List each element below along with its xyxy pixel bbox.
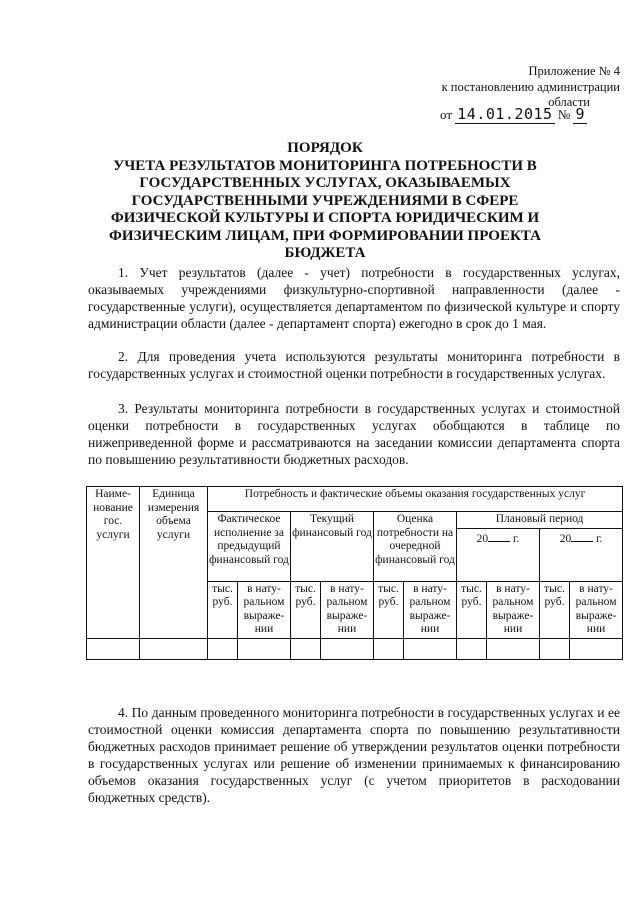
table-cell bbox=[487, 638, 540, 659]
header-current: Текущий финансовый год bbox=[291, 512, 374, 582]
number-prefix: № bbox=[557, 107, 571, 122]
header-service-name: Наиме-нование гос. услуги bbox=[87, 487, 140, 639]
unit-natural: в нату-ральном выраже-нии bbox=[570, 581, 623, 638]
year-blank bbox=[571, 530, 593, 542]
table-cell bbox=[404, 638, 457, 659]
table-cell bbox=[208, 638, 238, 659]
decree-date: 14.01.2015 bbox=[457, 105, 553, 123]
table-cell bbox=[140, 638, 208, 659]
paragraph-4: 4. По данным проведенного мониторинга потребности в государственных услугах и ее стоимостной оценки комиссия департамента спорта по повышению результативности бюджетных расходов принимает решение об утверждении результатов оценки потребности в государственных услугах или решение об изменении принимаемых к финансированию объемов оказания государственных услуг (с учетом приоритетов в расходовании бюджетных средств). bbox=[88, 705, 620, 805]
title-heading: ПОРЯДОК bbox=[287, 140, 363, 156]
decree-date-number bbox=[440, 105, 587, 124]
header-plan-year-1: 20 г. bbox=[457, 528, 540, 581]
unit-natural: в нату-ральном выраже-нии bbox=[238, 581, 291, 638]
paragraph-2: 2. Для проведения учета используются результаты мониторинга потребности в государственных услугах и стоимостной оценки потребности в государственных услугах. bbox=[88, 349, 620, 381]
title-body: УЧЕТА РЕЗУЛЬТАТОВ МОНИТОРИНГА ПОТРЕБНОСТИ В ГОСУДАРСТВЕННЫХ УСЛУГАХ, ОКАЗЫВАЕМЫХ ГОСУДАРСТВЕННЫМИ УЧРЕЖДЕНИЯМИ В СФЕРЕ ФИЗИЧЕСКОЙ КУЛЬТУРЫ И СПОРТА ЮРИДИЧЕСКИМ И ФИЗИЧЕСКИМ ЛИЦАМ, ПРИ ФОРМИРОВАНИИ ПРОЕКТА БЮДЖЕТА bbox=[109, 157, 541, 261]
decree-number: 9 bbox=[575, 105, 586, 123]
unit-natural: в нату-ральном выраже-нии bbox=[321, 581, 374, 638]
table-cell bbox=[457, 638, 487, 659]
unit-thousand: тыс. руб. bbox=[540, 581, 570, 638]
unit-thousand: тыс. руб. bbox=[374, 581, 404, 638]
table-cell bbox=[374, 638, 404, 659]
appendix-region-line: области bbox=[548, 95, 590, 109]
unit-thousand: тыс. руб. bbox=[208, 581, 238, 638]
date-prefix: от bbox=[440, 107, 453, 122]
header-estimate: Оценка потребности на очередной финансовый год bbox=[374, 512, 457, 582]
paragraph-1: 1. Учет результатов (далее - учет) потребности в государственных услугах, оказываемых учреждениями физкультурно-спортивной направленности (далее - государственные услуги), осуществляется департаментом по физической культуре и спорту администрации области (далее - департамент спорта) ежегодно в срок до 1 мая. bbox=[88, 265, 620, 331]
header-plan-year-2: 20 г. bbox=[540, 528, 623, 581]
appendix-title: Приложение № 4 bbox=[528, 64, 620, 78]
appendix-decree-line: к постановлению администрации bbox=[441, 80, 620, 94]
unit-thousand: тыс. руб. bbox=[457, 581, 487, 638]
table-cell bbox=[570, 638, 623, 659]
table-cell bbox=[238, 638, 291, 659]
header-group: Потребность и фактические объемы оказания государственных услуг bbox=[208, 487, 623, 512]
unit-natural: в нату-ральном выраже-нии bbox=[487, 581, 540, 638]
report-form-table bbox=[86, 486, 623, 660]
header-unit: Единица измерения объема услуги bbox=[140, 487, 208, 639]
table-cell bbox=[87, 638, 140, 659]
table-cell bbox=[291, 638, 321, 659]
header-planned: Плановый период bbox=[457, 512, 623, 529]
table-row bbox=[87, 638, 623, 659]
unit-natural: в нату-ральном выраже-нии bbox=[404, 581, 457, 638]
table-cell bbox=[321, 638, 374, 659]
unit-thousand: тыс. руб. bbox=[291, 581, 321, 638]
document-title bbox=[95, 140, 555, 263]
table-cell bbox=[540, 638, 570, 659]
year-blank bbox=[488, 530, 510, 542]
paragraph-3: 3. Результаты мониторинга потребности в государственных услугах и стоимостной оценки потребности в государственных услугах обобщаются в таблице по нижеприведенной форме и рассматриваются на заседании комиссии департамента спорта по повышению результативности бюджетных расходов. bbox=[88, 401, 620, 467]
header-actual: Фактическое исполнение за предыдущий финансовый год bbox=[208, 512, 291, 582]
